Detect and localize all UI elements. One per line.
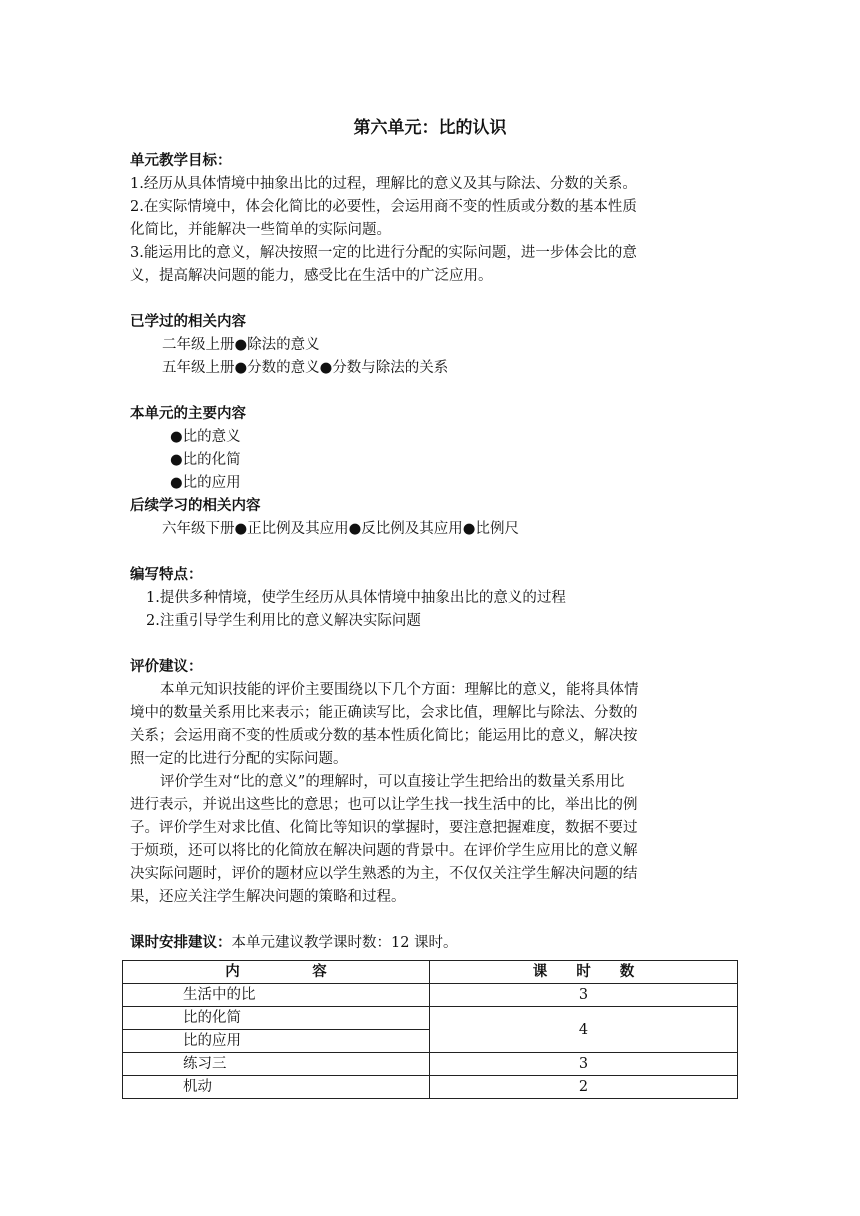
- document-body: [130, 150, 736, 955]
- table-row: [123, 1053, 738, 1076]
- main-item-1: ●比的意义: [170, 429, 241, 445]
- prior-item-1: 二年级上册●除法的意义: [162, 337, 320, 353]
- section-heading-features: 编写特点：: [130, 567, 203, 583]
- section-heading-main: 本单元的主要内容: [130, 406, 246, 422]
- objective-3-line-1: 3.能运用比的意义，解决按照一定的比进行分配的实际问题，进一步体会比的意: [130, 245, 637, 261]
- schedule-suggestion: [130, 932, 736, 955]
- table-row: [123, 1007, 738, 1030]
- section-heading-followup: 后续学习的相关内容: [130, 498, 261, 514]
- main-item-3: ●比的应用: [170, 475, 241, 491]
- evaluation-p1-line-1: 本单元知识技能的评价主要围绕以下几个方面：理解比的意义，能将具体情: [160, 682, 639, 698]
- evaluation-p2-line-4: 于烦琐，还可以将比的化简放在解决问题的背景中。在评价学生应用比的意义解: [130, 843, 638, 859]
- page-title: 第六单元：比的认识: [353, 118, 507, 138]
- evaluation-p2-line-1: 评价学生对“比的意义”的理解时，可以直接让学生把给出的数量关系用比: [160, 774, 625, 790]
- row-name: 练习三: [123, 1053, 430, 1076]
- section-heading-prior: 已学过的相关内容: [130, 314, 246, 330]
- evaluation-p2-line-2: 进行表示，并说出这些比的意思；也可以让学生找一找生活中的比，举出比的例: [130, 797, 638, 813]
- objective-2-line-2: 化简比，并能解决一些简单的实际问题。: [130, 222, 391, 238]
- row-hours: 3: [430, 984, 738, 1007]
- row-hours: 2: [430, 1076, 738, 1099]
- row-name: 机动: [123, 1076, 430, 1099]
- feature-item-2: 2.注重引导学生利用比的意义解决实际问题: [146, 613, 421, 629]
- objective-1: 1.经历从具体情境中抽象出比的过程，理解比的意义及其与除法、分数的关系。: [130, 176, 637, 192]
- schedule-text: 本单元建议教学课时数：12 课时。: [231, 935, 458, 951]
- table-row: [123, 984, 738, 1007]
- row-name: 比的化简: [123, 1007, 430, 1030]
- evaluation-p1-line-4: 照一定的比进行分配的实际问题。: [130, 751, 348, 767]
- row-hours: 4: [430, 1007, 738, 1053]
- header-content: 内 容: [123, 961, 430, 984]
- row-name: 比的应用: [123, 1030, 430, 1053]
- table-header-row: [123, 961, 738, 984]
- header-hours: 课 时 数: [430, 961, 738, 984]
- evaluation-p2-line-3: 子。评价学生对求比值、化简比等知识的掌握时，要注意把握难度，数据不要过: [130, 820, 638, 836]
- feature-item-1: 1.提供多种情境，使学生经历从具体情境中抽象出比的意义的过程: [146, 590, 566, 606]
- table-row: [123, 1076, 738, 1099]
- evaluation-p2-line-5: 决实际问题时，评价的题材应以学生熟悉的为主，不仅仅关注学生解决问题的结: [130, 866, 638, 882]
- row-name: 生活中的比: [123, 984, 430, 1007]
- evaluation-p1-line-3: 关系；会运用商不变的性质或分数的基本性质化简比；能运用比的意义，解决按: [130, 728, 638, 744]
- row-hours: 3: [430, 1053, 738, 1076]
- schedule-label: 课时安排建议：: [130, 935, 232, 951]
- section-heading-objectives: 单元教学目标：: [130, 153, 232, 169]
- lesson-schedule-table: [122, 960, 738, 1099]
- followup-item-1: 六年级下册●正比例及其应用●反比例及其应用●比例尺: [162, 521, 519, 537]
- main-item-2: ●比的化简: [170, 452, 241, 468]
- section-heading-evaluation: 评价建议：: [130, 659, 203, 675]
- objective-3-line-2: 义，提高解决问题的能力，感受比在生活中的广泛应用。: [130, 268, 493, 284]
- objective-2-line-1: 2.在实际情境中，体会化简比的必要性，会运用商不变的性质或分数的基本性质: [130, 199, 637, 215]
- evaluation-p2-line-6: 果，还应关注学生解决问题的策略和过程。: [130, 889, 406, 905]
- evaluation-p1-line-2: 境中的数量关系用比来表示；能正确读写比，会求比值，理解比与除法、分数的: [130, 705, 638, 721]
- prior-item-2: 五年级上册●分数的意义●分数与除法的关系: [162, 360, 449, 376]
